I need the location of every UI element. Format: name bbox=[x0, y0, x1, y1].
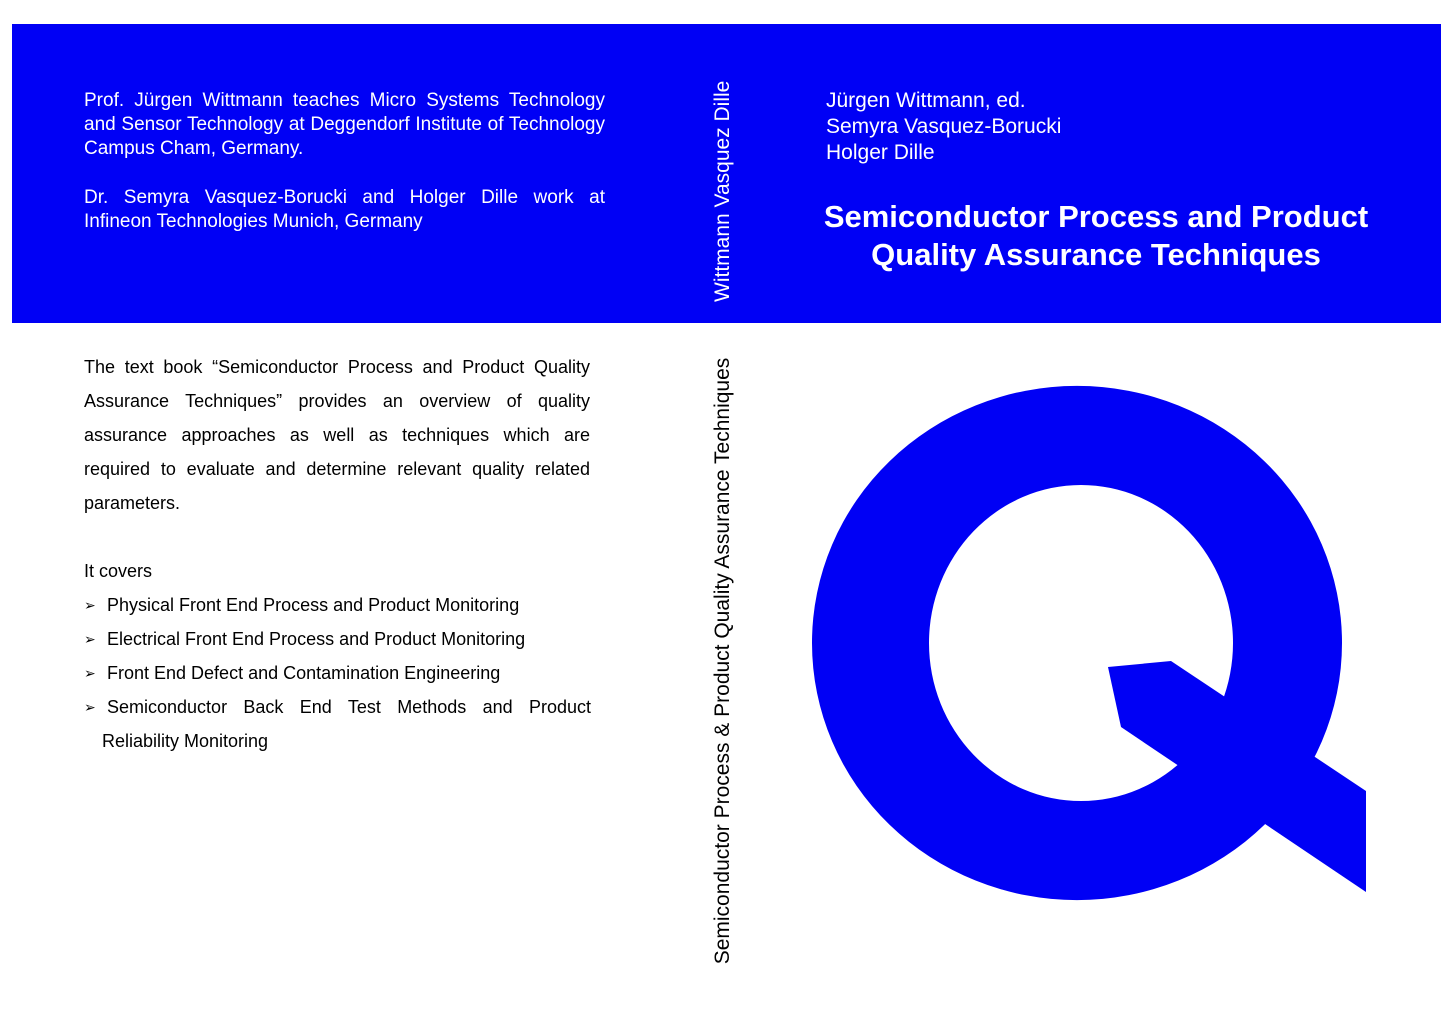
author-1: Jürgen Wittmann, ed. bbox=[826, 89, 1026, 112]
back-blurb: The text book “Semiconductor Process and Product Quality Assurance Techniques” provides an overview of quality assurance approaches as well as techniques which are required to evaluate and determine relevant quality related parameters. bbox=[84, 357, 590, 513]
arrowhead-bullet-icon: ➢ bbox=[84, 597, 96, 613]
author-3: Holger Dille bbox=[826, 141, 935, 164]
list-item: ➢ Physical Front End Process and Product Monitoring bbox=[84, 588, 591, 622]
arrowhead-bullet-icon: ➢ bbox=[84, 665, 96, 681]
author-bio-1: Prof. Jürgen Wittmann teaches Micro Systems Technology and Sensor Technology at Deggendorf Institute of Technology Campus Cham, Germany. bbox=[84, 90, 605, 159]
q-ring bbox=[812, 386, 1342, 900]
list-item: ➢ Semiconductor Back End Test Methods and Product Reliability Monitoring bbox=[84, 690, 591, 758]
spine-title: Semiconductor Process & Product Quality Assurance Techniques bbox=[711, 357, 734, 965]
covers-intro: It covers bbox=[84, 561, 153, 581]
arrowhead-bullet-icon: ➢ bbox=[84, 631, 96, 647]
arrowhead-bullet-icon: ➢ bbox=[84, 699, 96, 715]
author-2: Semyra Vasquez-Borucki bbox=[826, 115, 1062, 138]
author-bio-2: Dr. Semyra Vasquez-Borucki and Holger Dille work at Infineon Technologies Munich, Germany bbox=[84, 187, 605, 232]
book-title: Semiconductor Process and Product Quality Assurance Techniques bbox=[823, 199, 1369, 272]
spine-authors: Wittmann Vasquez Dille bbox=[711, 80, 734, 302]
list-item: ➢ Front End Defect and Contamination Engineering bbox=[84, 656, 591, 690]
list-item: ➢ Electrical Front End Process and Product Monitoring bbox=[84, 622, 591, 656]
